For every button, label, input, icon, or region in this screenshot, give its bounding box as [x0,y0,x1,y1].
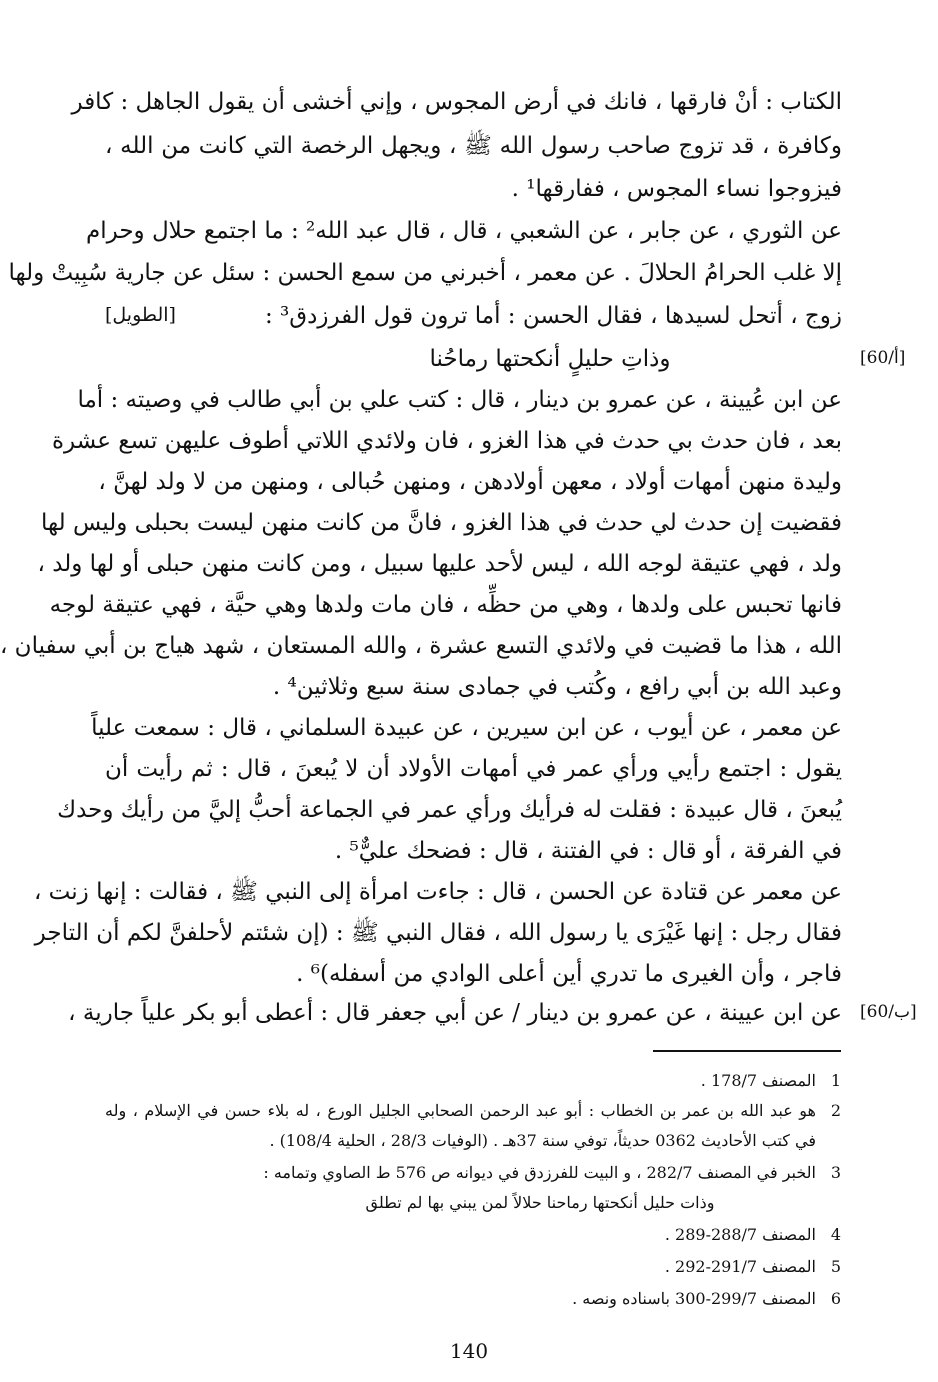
text-line: يُبعنَ ، قال عبيدة : فقلت له فرأيك ورأي عمر في الجماعة أحبُّ إليَّ من رأيك وحدك [57,797,842,823]
text-line: بعد ، فان حدث بي حدث في هذا الغزو ، فان ولائدي اللاتي أطوف عليهن تسع عشرة [51,428,842,454]
text-line: الله ، هذا ما قضيت في ولائدي التسع عشرة ، والله المستعان ، شهد هياج بن أبي سفيان ، [0,633,842,659]
folio-marker-verso: [60/ب] [860,1002,917,1022]
footnote-verse: وذات حليل أنكحتها رماحنا حلالاً لمن يبني بها لم تطلق [365,1193,715,1212]
verse-line: وذاتِ حليلٍ أنكحتها رماحُنا [429,346,671,372]
text-line: عن معمر عن قتادة عن الحسن ، قال : جاءت امرأة إلى النبي ﷺ ، فقالت : إنها زنت ، [33,879,842,905]
text-line: وعبد الله بن أبي رافع ، وكُتب في جمادى سنة سبع وثلاثين⁴ . [272,674,842,700]
text-line: زوج ، أتحل لسيدها ، فقال الحسن : أما ترون قول الفرزدق³ : [264,303,842,329]
footnote-text: الخبر في المصنف 282/7 ، و البيت للفرزدق في ديوانه ص 576 ط الصاوي وتمامه : [263,1163,816,1182]
text-line: ولد ، فهي عتيقة لوجه الله ، ليس لأحد عليها سبيل ، ومن كانت منهن حبلى أو لها ولد ، [37,551,842,577]
footnote-number: 2 [830,1101,842,1120]
footnote-text: المصنف 299/7-300 باسناده ونصه . [572,1289,816,1308]
text-line: في الفرقة ، أو قال : في الفتنة ، قال : فضحك عليٌّ⁵ . [334,838,842,864]
text-line: يقول : اجتمع رأيي ورأي عمر في أمهات الأولاد أن لا يُبعنَ ، قال : ثم رأيت أن [105,756,842,782]
text-line: وكافرة ، قد تزوج صاحب رسول الله ﷺ ، ويجهل الرخصة التي كانت من الله ، [105,133,842,159]
footnote-text: المصنف 291/7-292 . [664,1257,816,1276]
text-line: فقال رجل : إنها غَيْرَى يا رسول الله ، فقال النبي ﷺ : (إن شئتم لأحلفنَّ لكم أن التاجر [34,920,842,946]
text-line: فيزوجوا نساء المجوس ، ففارقها¹ . [511,176,842,202]
text-line: عن ابن عيينة ، عن عمرو بن دينار / عن أبي جعفر قال : أعطى أبو بكر علياً جارية ، [68,1000,842,1026]
footnote-text: المصنف 178/7 . [700,1071,816,1090]
footnote-number: 6 [830,1289,842,1308]
footnote-number: 4 [830,1225,842,1244]
footnote-number: 3 [830,1163,842,1182]
text-line: فقضيت إن حدث لي حدث في هذا الغزو ، فانَّ من كانت منهن ليست بحبلى وليس لها [41,510,842,536]
text-line: عن الثوري ، عن جابر ، عن الشعبي ، قال ، قال عبد الله² : ما اجتمع حلال وحرام [86,218,842,244]
footnote-number: 5 [830,1257,842,1276]
text-line: وليدة منهن أمهات أولاد ، معهن أولادهن ، ومنهن حُبالى ، ومنهن من لا ولد لهنَّ ، [98,469,842,495]
folio-marker-recto: [60/أ] [860,348,906,368]
footnote-text: المصنف 288/7-289 . [664,1225,816,1244]
footnote-number: 1 [830,1071,842,1090]
footnote-text: هو عبد الله بن عمر بن الخطاب : أبو عبد الرحمن الصحابي الجليل الورع ، له بلاء حسن في الإسلام ، وله [105,1101,816,1120]
page-number: 140 [449,1339,489,1363]
text-line: الكتاب : أنْ فارقها ، فانك في أرض المجوس ، وإني أخشى أن يقول الجاهل : كافر [71,89,842,115]
meter-label: [الطويل] [105,304,176,326]
text-line: إلا غلب الحرامُ الحلالَ . عن معمر ، أخبرني من سمع الحسن : سئل عن جارية سُبِيتْ ولها [8,260,842,286]
footnote-separator [653,1050,841,1052]
footnote-text: في كتب الأحاديث 0362 حديثاً، توفي سنة 37هـ . (الوفيات 28/3 ، الحلية 108/4) . [269,1131,816,1150]
text-line: عن ابن عُيينة ، عن عمرو بن دينار ، قال : كتب علي بن أبي طالب في وصيته : أما [77,387,842,413]
text-line: عن معمر ، عن أيوب ، عن ابن سيرين ، عن عبيدة السلماني ، قال : سمعت علياً [91,715,842,741]
text-line: فانها تحبس على ولدها ، وهي من حظِّه ، فان مات ولدها وهي حيَّة ، فهي عتيقة لوجه [49,592,842,618]
text-line: فاجر ، وأن الغيرى ما تدري أين أعلى الوادي من أسفله)⁶ . [296,961,842,987]
